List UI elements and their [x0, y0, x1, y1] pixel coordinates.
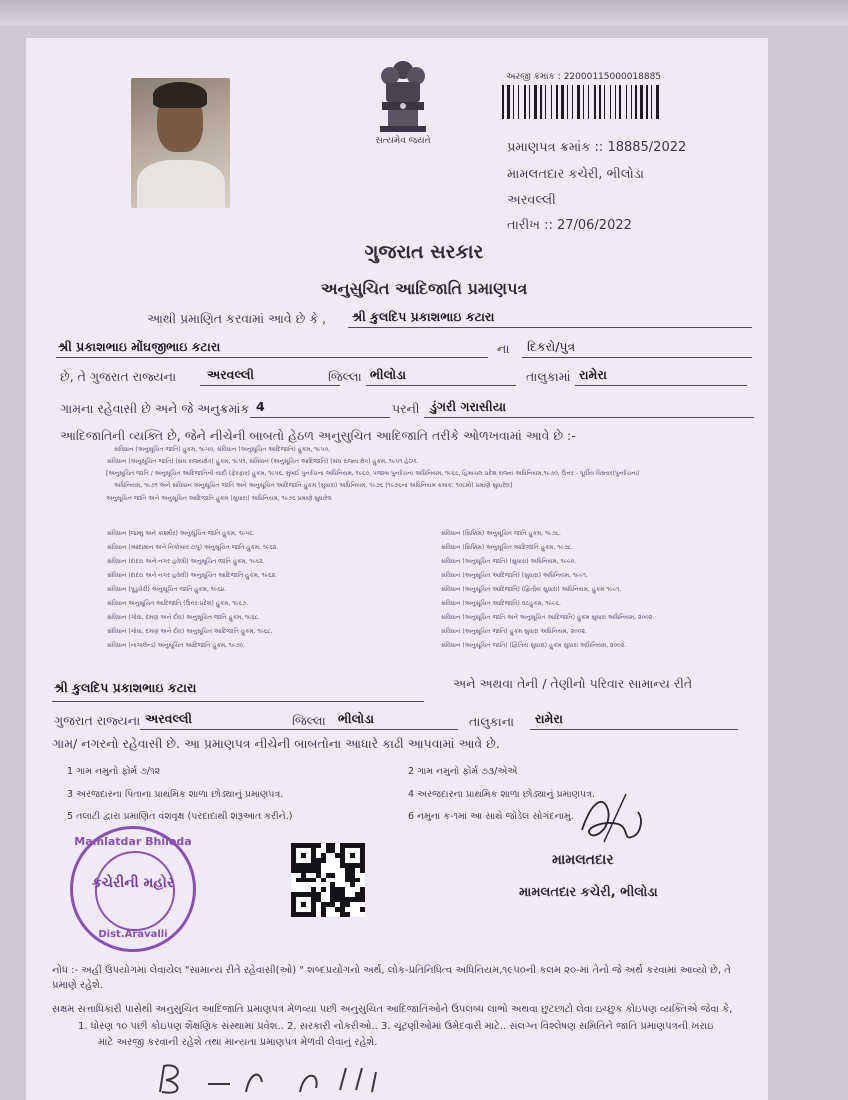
certify-text: આથી પ્રમાણિત કરવામાં આવે છે કે , — [147, 311, 327, 326]
order-item: સંવિધાન (અનુસૂચિત આદિજાતિ) (સુધારા) અધિનિયમ, ૧૯૯૧. — [441, 572, 588, 579]
document-item: 4 અરજદારના પ્રાથમિક શાળા છોડ્યાનું પ્રમાણપત્ર. — [408, 789, 595, 800]
seal-ring-bottom: Dist.Aravalli — [98, 929, 168, 940]
order-item: સંવિધાન (સિક્કિમ) અનુસૂચિત જાતિ હુકમ, ૧૯૭૮. — [441, 530, 561, 537]
certificate-number: પ્રમાણપત્ર ક્રમાંક :: 18885/2022 — [507, 140, 687, 155]
issue-date: તારીખ :: 27/06/2022 — [507, 218, 632, 233]
village-line — [575, 385, 747, 386]
signature-icon — [574, 790, 646, 852]
residence-district-line — [140, 729, 458, 730]
father-name-line — [56, 357, 488, 358]
residence-taluka: ભીલોડા — [338, 711, 375, 726]
scanner-top-edge — [0, 0, 848, 26]
signatory-title: મામલતદાર — [552, 852, 614, 868]
residence-district-label: જિલ્લા — [292, 713, 326, 728]
residence-village: રામેરા — [535, 711, 563, 726]
basis-text: ગામ/ નગરનો રહેવાસી છે. આ પ્રમાણપત્ર નીચેની બાબતોના આધારે કાઢી આપવામાં આવે છે. — [52, 736, 500, 751]
issuing-office: મામલતદાર કચેરી, ભીલોડા — [507, 167, 645, 182]
district-line — [200, 385, 340, 386]
upon-label: પરની — [392, 401, 420, 416]
barcode — [502, 85, 704, 119]
residence-state-label: ગુજરાત રાજ્યના — [54, 713, 141, 728]
order-line: અધિનિયમ, ૧૯૭૧ અને સંવિધાન અનુસૂચિત જાતિ અને અનુસૂચિત આદિજાતિ હુકમ (સુધારા) અધિનિયમ, ૧૯૭૬ (૧૯૭૬ના અધિનિયમ ક્રમાંક: ૧૦૮મો) પ્રમાણે સુધારેલ] — [114, 482, 513, 489]
village-value: રામેરા — [579, 367, 607, 382]
relation-line — [522, 357, 752, 358]
order-line: સંવિધાન (અનુસૂચિત જાતિ) હુકમ, ૧૯૫૦, સંવિધાન (અનુસૂચિત આદિજાતિ) હુકમ, ૧૯૫૦, — [114, 446, 331, 453]
document-item: 3 અરજદારના પિતાના પ્રાથમિક શાળા છોડ્યાનું પ્રમાણપત્ર. — [67, 789, 284, 800]
state-label: છે, તે ગુજરાત રાજ્યના — [60, 369, 177, 384]
applicant-name-line — [348, 327, 752, 328]
order-item: સંવિધાન (દાદરા અને નગર હવેલી) અનુસૂચિત આદિજાતિ હુકમ, ૧૯૬૨. — [107, 572, 278, 579]
tribe-line — [424, 417, 754, 418]
order-line: [અનુસૂચિત જાતિ / અનુસૂચિત આદિજાતિની યાદી (ફેરફાર) હુકમ, ૧૯૫૬, મુંબઈ પુનર્રચના અધિનિયમ, ૧૯૬૦, પંજાબ પુનર્રચના અધિનિયમ, ૧૯૬૬, હિમાચલ પ્રદેશ રાજ્ય અધિનિયમ,૧૯૭૦, ઉત્તર - પૂર્વીય વિસ્તાર(પુનર્રચના) — [106, 470, 640, 477]
residence-village-line — [530, 729, 738, 730]
residence-taluka-label: તાલુકાના — [469, 714, 515, 729]
tribe-name: ડુંગરી ગરાસીયા — [430, 399, 507, 414]
order-item: સંવિધાન (અનુસૂચિત જાતિ અને અનુસૂચિત આદિજાતિ) હુકમ સુધારા અધિનિયમ, ૨૦૦૨. — [441, 614, 655, 621]
seal-ring-top: Mamlatdar Bhiloda — [74, 835, 192, 848]
order-item: સંવિધાન અનુસૂચિત આદિજાતિ (ઉત્તર પ્રદેશ) હુકમ, ૧૯૬૭. — [107, 600, 249, 607]
note-line: પ્રમાણે રહેશે. — [52, 980, 104, 991]
taluka-value: ભીલોડા — [370, 367, 407, 382]
serial-line — [250, 417, 390, 418]
seal-center-text: કચેરીની મહોર — [91, 875, 175, 891]
order-line: સંવિધાન (અનુસૂચિત જાતિ) (સંઘ રાજ્યક્ષેત્ર) હુકમ, ૧૯૫૧, સંવિધાન (અનુસૂચિત આદિજાતિ) (સંઘ રાજ્ય ક્ષેત્ર) હુકમ, ૧૯૫૧ હેઠળ. — [107, 458, 419, 465]
district-value: અરવલ્લી — [207, 367, 254, 382]
qr-code — [291, 843, 365, 917]
application-number: અરજી ક્રમાંક : 22000115000018885 — [506, 72, 662, 82]
order-item: સંવિધાન (ગોવા, દમણ અને દીવ) અનુસૂચિત આદિજાતિ હુકમ, ૧૯૬૮. — [107, 628, 273, 635]
certificate-title: અનુસુચિત આદિજાતિ પ્રમાણપત્ર — [320, 279, 528, 298]
residence-name: શ્રી કુલદિપ પ્રકાશભાઇ કટારા — [54, 680, 197, 695]
residence-district: અરવલ્લી — [145, 711, 192, 726]
document-item: 1 ગામ નમુનો ફોર્મ ૭/૧૨ — [67, 766, 161, 777]
order-item: સંવિધાન (અનુસૂચિત આદિજાતિ) (દ્વિતીય સુધારા) અધિનિયમ, હુકમ ૧૯૯૧. — [441, 586, 622, 593]
tribe-text: આદિજાતિની વ્યક્તિ છે, જેને નીચેની બાબતો હેઠળ અનુસુચિત આદિજાતિ તરીકે ઓળખવામાં આવે છે :- — [60, 428, 576, 443]
order-item: સંવિધાન (નાગાલેન્ડ) અનુસૂચિત આદિજાતિ હુકમ, ૧૯૭૦. — [107, 642, 246, 649]
father-name: શ્રી પ્રકાશભાઇ મોંઘજીભાઇ કટારા — [58, 339, 221, 354]
office-seal — [70, 826, 196, 952]
signatory-office: મામલતદાર કચેરી, ભીલોડા — [519, 885, 658, 900]
applicant-name: શ્રી કુલદિપ પ્રકાશભાઇ કટારા — [352, 309, 495, 324]
order-item: સંવિધાન (આંદામાન અને નિકોબાર ટાપુ) અનુસૂચિત જાતિ હુકમ, ૧૯૬૨. — [107, 544, 279, 551]
of-label: ના — [497, 341, 510, 356]
note-line: 1. ધોરણ ૧૦ પછી કોઇપણ શૈક્ષણિક સંસ્થામાં પ્રવેશ.. 2. સરકારી નોકરીઓ.. 3. ચૂંટણીઓમાં ઉમેદવારી માટે.. સંલગ્ન વિશ્લેષણ સમિતિને જાતિ પ્રમાણપત્રની ખરાઇ — [78, 1021, 714, 1032]
order-item: સંવિધાન (પુડુચેરી) અનુસૂચિત જાતિ હુકમ, ૧૯૬૪. — [107, 586, 227, 593]
taluka-label: તાલુકામાં — [526, 369, 571, 384]
order-item: સંવિધાન (સિક્કિમ) અનુસૂચિત આદિજાતિ હુકમ, ૧૯૭૮. — [441, 544, 574, 551]
document-item: 6 નમુના ક-૧માં આ સાથે જોડેલ સોગંદનામું. — [408, 811, 574, 822]
relation: દિકરો/પુત્ર — [527, 339, 576, 354]
applicant-photo — [131, 78, 230, 208]
taluka-line — [366, 385, 516, 386]
order-item: સંવિધાન (અનુસૂચિત જાતિ) (સુધારા) અધિનિયમ, ૧૯૯૦. — [441, 558, 577, 565]
family-text: અને અથવા તેની / તેણીનો પરિવાર સામાન્ય રીતે — [453, 676, 693, 691]
order-item: સંવિધાન (અનુસૂચિત આદિજાતિ) વટહુકમ, ૧૯૯૬. — [441, 600, 561, 607]
district-label: જિલ્લા — [328, 369, 362, 384]
serial-number: 4 — [256, 399, 265, 414]
note-line: સક્ષમ સત્તાધિકારી પાસેથી અનુસુચિત આદિજાતિ પ્રમાણપત્ર મેળવ્યા પછી અનુસુચિત આદિજાતિઓને ઉપલબ્ધ લાભો અથવા છુટછાટો લેવા ઇચ્છુક કોઇપણ વ્યક્તિએ જેવા કે, — [52, 1004, 733, 1015]
order-item: સંવિધાન (ગોવા, દમણ અને દીવ) અનુસૂચિત જાતિ હુકમ, ૧૯૬૮. — [107, 614, 261, 621]
note-line: નોંધ :- અહીં ઉપયોગમાં લેવાયેલ "સામાન્ય રીતે રહેવાસી(ઓ) " શબ્દપ્રયોગનો અર્થ, લોક-પ્રતિનિધિત્વ અધિનિયમ,૧૯૫૦ની કલમ ૨૦-માં તેનો જે અર્થ કરવામાં આવ્યો છે, તે — [52, 965, 731, 976]
order-item: સંવિધાન (અનુસૂચિત જાતિ) (દ્વિતિય સુધારા) હુકમ સુધારા અધિનિયમ, ૨૦૦૨. — [441, 642, 627, 649]
order-item: સંવિધાન (જમ્મુ અને કાશ્મીર) અનુસૂચિત જાતિ હુકમ, ૧૯૫૬. — [107, 530, 255, 537]
residence-name-line — [52, 701, 424, 702]
issuing-district: અરવલ્લી — [507, 193, 556, 208]
note-line: માટે અરજી કરવાની રહેશે તથા માન્યતા પ્રમાણપત્ર મેળવી લેવાનું રહેશે. — [98, 1037, 378, 1048]
order-line: અનુસૂચિત જાતિ અને અનુસૂચિત આદિજાતિ હુકમ (સુધારા) અધિનિયમ, ૧૯૭૬ પ્રમાણે સુધારેલ — [106, 495, 332, 502]
national-emblem-icon — [372, 58, 434, 136]
document-item: 2 ગામ નમુનો ફોર્મ ૭૩/એએ — [408, 766, 518, 777]
order-item: સંવિધાન (અનુસૂચિત જાતિ) હુકમ સુધારા અધિનિયમ, ૨૦૦૨. — [441, 628, 587, 635]
document-item: 5 તલાટી દ્વારા પ્રમાણિત વંશવૃક્ષ (પરદાદાથી શરૂઆત કરીને.) — [67, 811, 293, 822]
handwriting-icon — [150, 1062, 390, 1098]
resident-label: ગામના રહેવાસી છે અને જે અનુક્રમાંક — [60, 401, 250, 416]
order-item: સંવિધાન (દાદરા અને નગર હવેલી) અનુસૂચિત જાતિ હુકમ, ૧૯૬૨. — [107, 558, 265, 565]
government-title: ગુજરાત સરકાર — [364, 241, 484, 263]
emblem-motto: સત્યમેવ જયતે — [375, 136, 431, 146]
